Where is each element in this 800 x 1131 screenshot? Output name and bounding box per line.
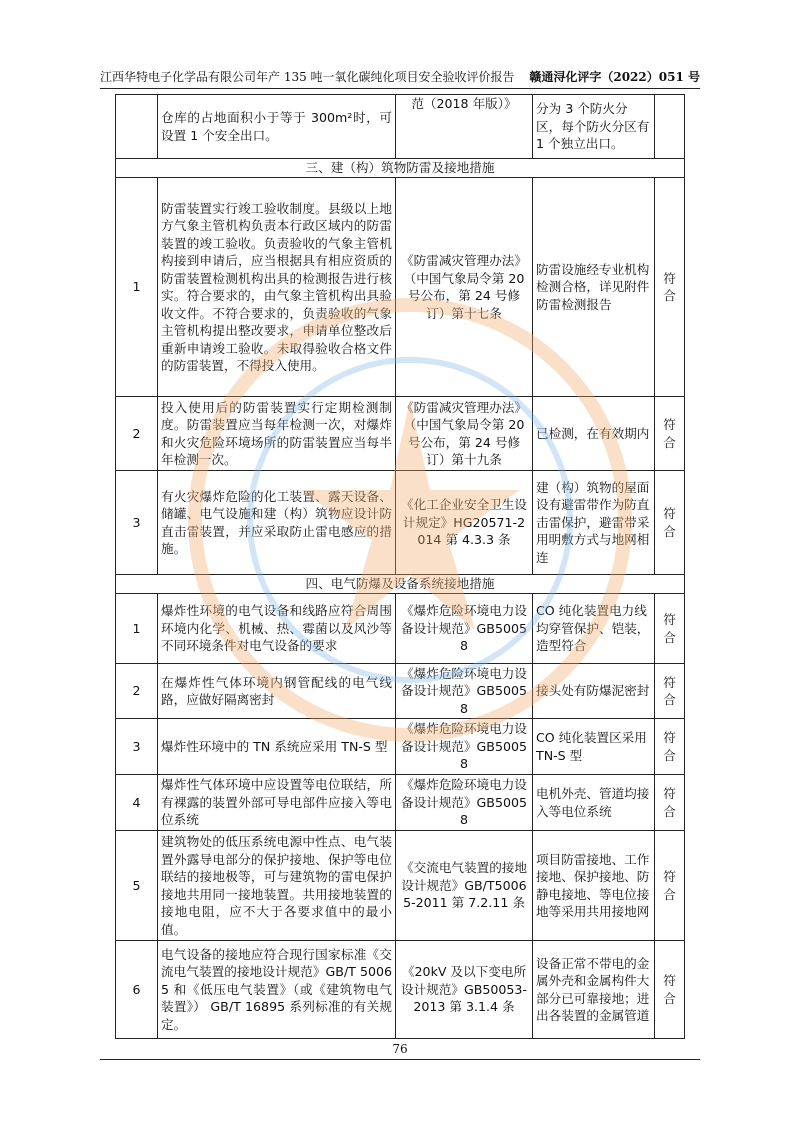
finding-cell: 建（构）筑物的屋面设有避雷带作为防直击雷保护，避雷带采用明敷方式与地网相连 [533,471,655,575]
finding-cell: 项目防雷接地、工作接地、保护接地、防静电接地、等电位接地等采用共用接地网 [533,831,655,941]
row-number: 6 [116,941,158,1039]
finding-cell: 防雷设施经专业机构检测合格，详见附件防雷检测报告 [533,178,655,397]
page-header [100,68,700,89]
table-row [116,471,685,575]
requirement-cell: 投入使用后的防雷装置实行定期检测制度。防雷装置应当每年检测一次，对爆炸和火灾危险环境场所的防雷装置应当每半年检测一次。 [158,397,396,471]
basis-cell: 《防雷减灾管理办法》（中国气象局令第 20 号公布，第 24 号修订）第十七条 [396,178,533,397]
result-cell [655,95,685,159]
table-row [116,397,685,471]
result-cell: 符合 [655,471,685,575]
section-heading: 四、电气防爆及设备系统接地措施 [116,575,685,594]
finding-cell: 设备正常不带电的金属外壳和金属构件大部分已可靠接地；进出各装置的金属管道 [533,941,655,1039]
result-cell: 符合 [655,178,685,397]
basis-cell: 《爆炸危险环境电力设备设计规范》GB50058 [396,775,533,831]
result-cell: 符合 [655,831,685,941]
result-cell: 符合 [655,664,685,719]
basis-cell: 《爆炸危险环境电力设备设计规范》GB50058 [396,719,533,775]
section-heading: 三、建（构）筑物防雷及接地措施 [116,159,685,178]
basis-cell: 《20kV 及以下变电所设计规范》GB50053-2013 第 3.1.4 条 [396,941,533,1039]
requirement-cell: 爆炸性环境的电气设备和线路应符合周围环境内化学、机械、热、霉菌以及风沙等不同环境条件对电气设备的要求 [158,594,396,664]
basis-cell: 《化工企业安全卫生设计规定》HG20571-2014 第 4.3.3 条 [396,471,533,575]
page-number: 76 [392,1042,408,1056]
table-row [116,941,685,1039]
report-title: 江西华特电子化学品有限公司年产 135 吨一氧化碳纯化项目安全验收评价报告 [100,70,515,84]
evaluation-table [115,94,685,1039]
requirement-cell: 电气设备的接地应符合现行国家标准《交流电气装置的接地设计规范》GB/T 50065 和《低压电气装置》（或《建筑物电气装置》） GB/T 16895 系列标准的有关规定。 [158,941,396,1039]
row-number: 2 [116,397,158,471]
row-number [116,95,158,159]
table-row [116,178,685,397]
requirement-cell: 在爆炸性气体环境内钢管配线的电气线路，应做好隔离密封 [158,664,396,719]
result-cell: 符合 [655,941,685,1039]
result-cell: 符合 [655,594,685,664]
table-row [116,95,685,159]
result-cell: 符合 [655,397,685,471]
finding-cell: CO 纯化装置区采用 TN-S 型 [533,719,655,775]
requirement-cell: 建筑物处的低压系统电源中性点、电气装置外露导电部分的保护接地、保护等电位联结的接地极等，可与建筑物的雷电保护接地共用同一接地装置。共用接地装置的接地电阻，应不大于各要求值中的最小值。 [158,831,396,941]
section-heading-row [116,575,685,594]
requirement-cell: 爆炸性环境中的 TN 系统应采用 TN-S 型 [158,719,396,775]
table-row [116,831,685,941]
row-number: 3 [116,719,158,775]
requirement-cell: 仓库的占地面积小于等于 300m²时，可设置 1 个安全出口。 [158,95,396,159]
finding-cell: 接头处有防爆泥密封 [533,664,655,719]
row-number: 1 [116,594,158,664]
basis-cell: 范（2018 年版）》 [396,95,533,159]
finding-cell: 电机外壳、管道均接入等电位系统 [533,775,655,831]
section-heading-row [116,159,685,178]
table-row [116,594,685,664]
basis-cell: 《交流电气装置的接地设计规范》GB/T50065-2011 第 7.2.11 条 [396,831,533,941]
table-row [116,664,685,719]
basis-cell: 《防雷减灾管理办法》（中国气象局令第 20 号公布，第 24 号修订）第十九条 [396,397,533,471]
finding-cell: CO 纯化装置电力线均穿管保护、铠装，造型符合 [533,594,655,664]
row-number: 1 [116,178,158,397]
row-number: 3 [116,471,158,575]
result-cell: 符合 [655,775,685,831]
basis-cell: 《爆炸危险环境电力设备设计规范》GB50058 [396,664,533,719]
footer-rule [100,1059,700,1060]
table-row [116,775,685,831]
document-number: 赣通浔化评字（2022）051 号 [529,70,700,84]
row-number: 4 [116,775,158,831]
result-cell: 符合 [655,719,685,775]
requirement-cell: 爆炸性气体环境中应设置等电位联结，所有裸露的装置外部可导电部件应接入等电位系统 [158,775,396,831]
row-number: 5 [116,831,158,941]
finding-cell: 已检测，在有效期内 [533,397,655,471]
table-row [116,719,685,775]
requirement-cell: 有火灾爆炸危险的化工装置、露天设备、储罐、电气设施和建（构）筑物应设计防直击雷装置，并应采取防止雷电感应的措施。 [158,471,396,575]
row-number: 2 [116,664,158,719]
requirement-cell: 防雷装置实行竣工验收制度。县级以上地方气象主管机构负责本行政区域内的防雷装置的竣工验收。负责验收的气象主管机构接到申请后，应当根据具有相应资质的防雷装置检测机构出具的检测报告进行核实。符合要求的，由气象主管机构出具验收文件。不符合要求的，负责验收的气象主管机构提出整改要求，申请单位整改后重新申请竣工验收。未取得验收合格文件的防雷装置，不得投入使用。 [158,178,396,397]
finding-cell: 分为 3 个防火分区，每个防火分区有 1 个独立出口。 [533,95,655,159]
basis-cell: 《爆炸危险环境电力设备设计规范》GB50058 [396,594,533,664]
